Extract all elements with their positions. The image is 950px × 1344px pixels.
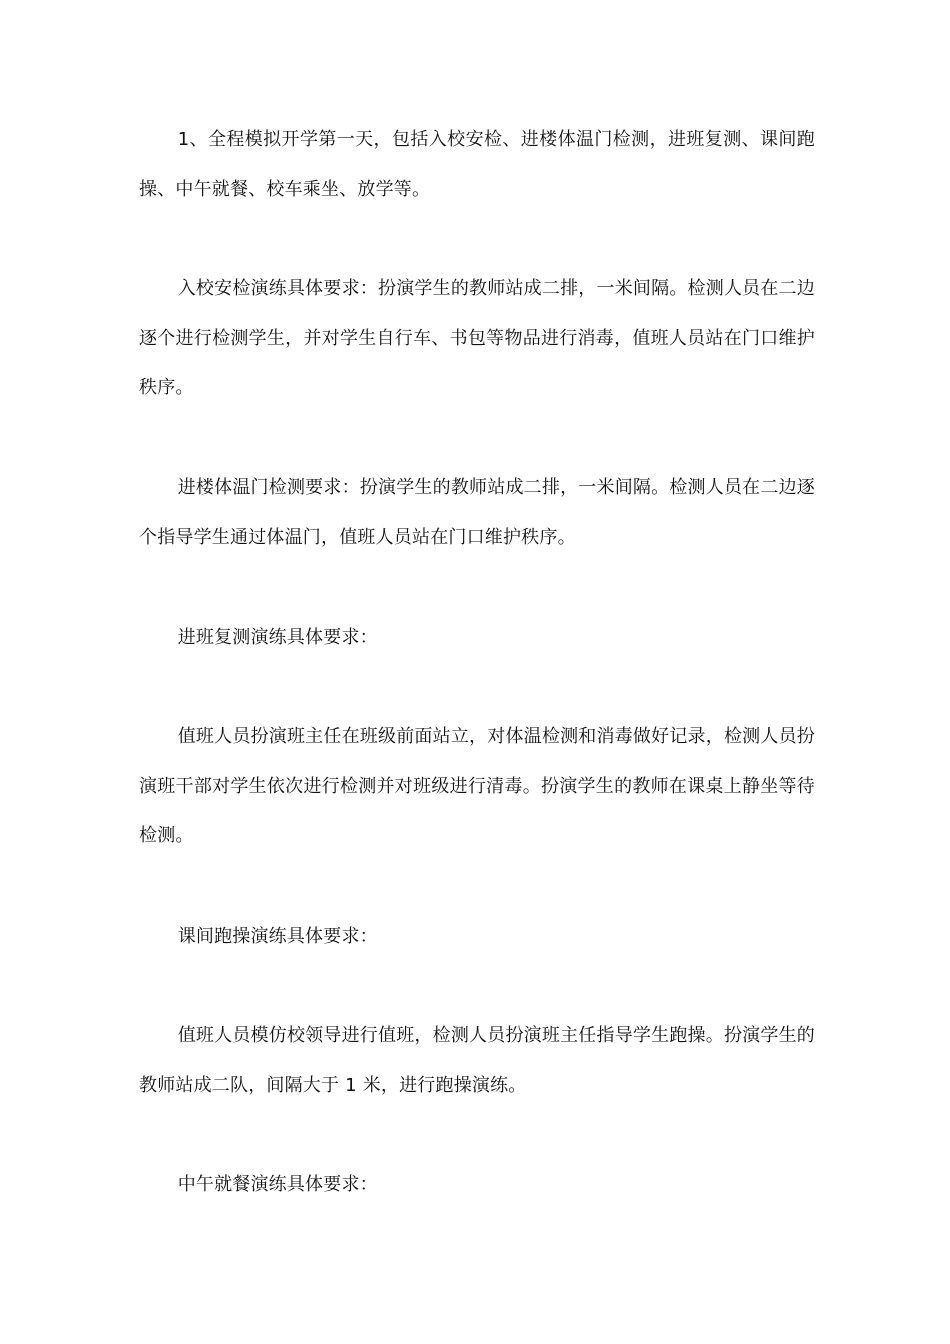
paragraph-entry-security-check: 入校安检演练具体要求：扮演学生的教师站成二排，一米间隔。检测人员在二边逐个进行检测学生，并对学生自行车、书包等物品进行消毒，值班人员站在门口维护秩序。 — [139, 278, 815, 398]
heading-lunch-drill: 中午就餐演练具体要求： — [177, 1174, 378, 1195]
paragraph-temperature-gate: 进楼体温门检测要求：扮演学生的教师站成二排，一米间隔。检测人员在二边逐个指导学生通过体温门，值班人员站在门口维护秩序。 — [139, 477, 815, 548]
paragraph-overview: 1、全程模拟开学第一天，包括入校安检、进楼体温门检测，进班复测、课间跑操、中午就餐、校车乘坐、放学等。 — [139, 129, 815, 200]
paragraph-exercise-drill: 值班人员模仿校领导进行值班，检测人员扮演班主任指导学生跑操。扮演学生的教师站成二队，间隔大于 1 米，进行跑操演练。 — [139, 1025, 815, 1096]
paragraph-class-retest: 值班人员扮演班主任在班级前面站立，对体温检测和消毒做好记录，检测人员扮演班干部对学生依次进行检测并对班级进行清毒。扮演学生的教师在课桌上静坐等待检测。 — [139, 726, 815, 846]
heading-class-retest: 进班复测演练具体要求： — [177, 627, 378, 648]
heading-exercise-drill: 课间跑操演练具体要求： — [177, 926, 378, 947]
